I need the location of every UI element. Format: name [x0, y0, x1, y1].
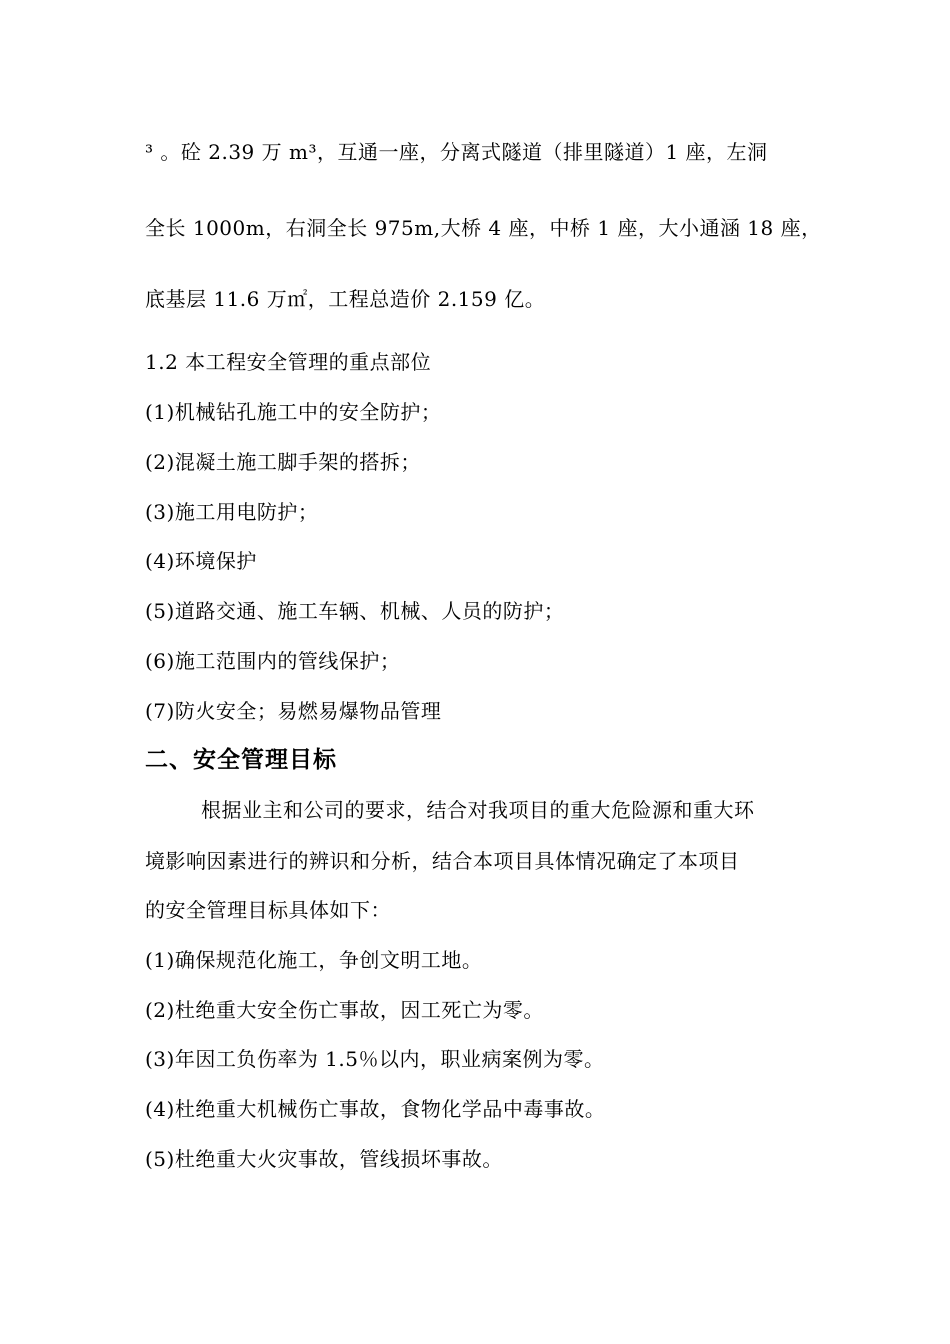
- section-1-2-item-1: (1)机械钻孔施工中的安全防护；: [145, 400, 442, 424]
- section-2-item-3: (3)年因工负伤率为 1.5％以内，职业病案例为零。: [145, 1047, 605, 1071]
- section-1-2-item-2: (2)混凝土施工脚手架的搭拆；: [145, 450, 421, 474]
- section-1-2-item-4: (4)环境保护: [145, 549, 257, 573]
- section-2-item-2: (2)杜绝重大安全伤亡事故，因工死亡为零。: [145, 998, 544, 1022]
- section-2-paragraph-line-1: 根据业主和公司的要求，结合对我项目的重大危险源和重大环: [201, 798, 755, 822]
- section-1-2-item-5: (5)道路交通、施工车辆、机械、人员的防护；: [145, 599, 565, 623]
- intro-line-3: 底基层 11.6 万㎡，工程总造价 2.159 亿。: [145, 287, 546, 311]
- section-2-item-1: (1)确保规范化施工，争创文明工地。: [145, 948, 483, 972]
- section-1-2-item-3: (3)施工用电防护；: [145, 500, 319, 524]
- section-2-item-5: (5)杜绝重大火灾事故，管线损坏事故。: [145, 1147, 503, 1171]
- section-2-paragraph-line-3: 的安全管理目标具体如下：: [145, 898, 391, 922]
- section-1-2-title: 1.2 本工程安全管理的重点部位: [145, 350, 432, 374]
- section-2-heading: 二、安全管理目标: [145, 747, 337, 773]
- section-2-paragraph-line-2: 境影响因素进行的辨识和分析，结合本项目具体情况确定了本项目: [145, 849, 740, 873]
- section-1-2-item-7: (7)防火安全；易燃易爆物品管理: [145, 699, 442, 723]
- section-2-item-4: (4)杜绝重大机械伤亡事故，食物化学品中毒事故。: [145, 1097, 606, 1121]
- section-1-2-item-6: (6)施工范围内的管线保护；: [145, 649, 401, 673]
- intro-line-2: 全长 1000m，右洞全长 975m,大桥 4 座，中桥 1 座，大小通涵 18 座，: [145, 216, 822, 240]
- intro-line-1: ³ 。砼 2.39 万 m³，互通一座，分离式隧道（排里隧道）1 座，左洞: [145, 140, 768, 164]
